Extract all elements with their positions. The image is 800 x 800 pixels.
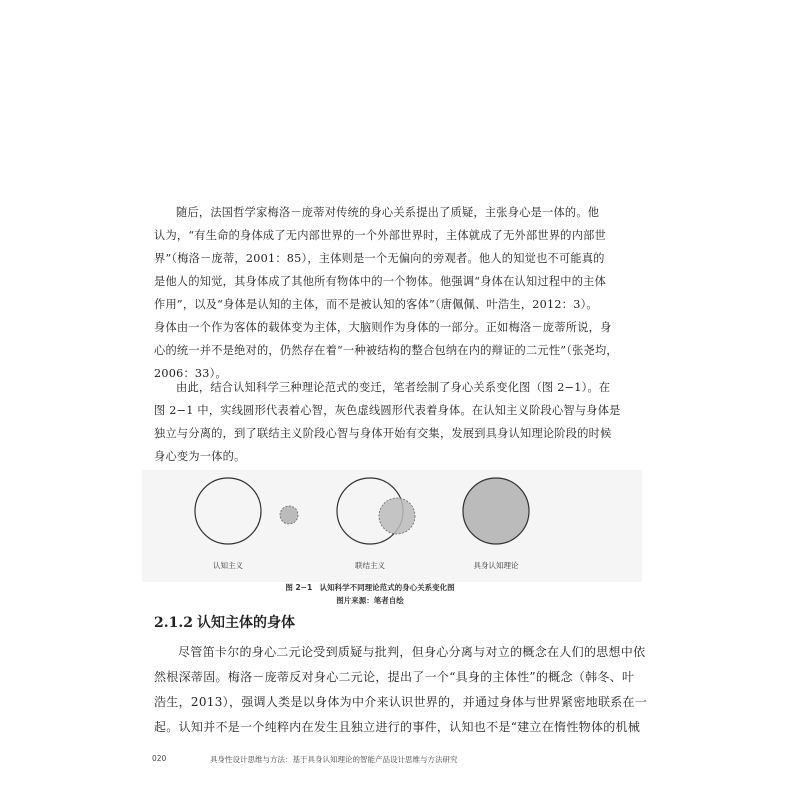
text-line: 随后，法国哲学家梅洛－庞蒂对传统的身心关系提出了质疑，主张身心是一体的。他 [176,206,600,219]
mind-circle-cognitivism [195,478,261,544]
text-line: 身体由一个作为客体的载体变为主体，大脑则作为身体的一部分。正如梅洛－庞蒂所说，身 [154,321,612,334]
text-line: 尽管笛卡尔的身心二元论受到质疑与批判，但身心分离与对立的概念在人们的思想中依 [178,645,646,659]
section-title-text: 认知主体的身体 [196,615,295,631]
text-line: 心的统一并不是绝对的，仍然存在着“一种被结构的整合包纳在内的辩证的二元性”（张尧均， [154,344,618,357]
running-footer-title: 具身性设计思维与方法：基于具身认知理论的智能产品设计思维与方法研究 [210,755,458,764]
section-heading [154,612,295,632]
page-number: 020 [152,754,167,763]
text-line: 然根深蒂固。梅洛－庞蒂反对身心二元论，提出了一个“具身的主体性”的概念（韩冬、叶 [154,670,635,684]
text-line: 2006：33）。 [154,367,227,380]
text-line: 身心变为一体的。 [154,450,246,463]
body-circle-cognitivism [280,506,298,524]
paragraph-embodied-subject [154,640,648,740]
text-line: 浩生，2013），强调人类是以身体为中介来认识世界的，并通过身体与世界紧密地联系在一 [154,695,648,709]
label-cognitivism: 认知主义 [213,561,243,570]
body-circle-connectionism [379,498,415,534]
mind-body-diagram [142,470,642,582]
text-line: 是他人的知觉，其身体成了其他所有物体中的一个物体。他强调“身体在认知过程中的主体 [154,275,607,288]
text-line: 图 2−1 中，实线圆形代表着心智，灰色虚线圆形代表着身体。在认知主义阶段心智与身体是 [154,404,621,417]
paragraph-merleau-ponty [154,201,618,385]
text-line: 作用”，以及“身体是认知的主体，而不是被认知的客体”（唐佩佩、叶浩生，2012：3）。 [154,298,598,311]
paragraph-figure-intro [154,376,621,468]
figure-source: 图片来源：笔者自绘 [336,596,404,605]
label-connectionism: 联结主义 [355,561,385,570]
text-line: 独立与分离的，到了联结主义阶段心智与身体开始有交集，发展到具身认知理论阶段的时候 [154,427,612,440]
label-embodied-cognition: 具身认知理论 [473,561,519,570]
section-number: 2.1.2 [154,615,193,631]
text-line: 认为，“有生命的身体成了无内部世界的一个外部世界时，主体就成了无外部世界的内部世 [154,229,607,242]
text-line: 由此，结合认知科学三种理论范式的变迁，笔者绘制了身心关系变化图（图 2−1）。在 [176,381,611,394]
figure-caption: 图 2−1 认知科学不同理论范式的身心关系变化图 [285,583,455,592]
text-line: 起。认知并不是一个纯粹内在发生且独立进行的事件，认知也不是“建立在惰性物体的机械 [154,720,641,734]
text-line: 界”（梅洛－庞蒂，2001：85），主体则是一个无偏向的旁观者。他人的知觉也不可能真的 [154,252,605,265]
